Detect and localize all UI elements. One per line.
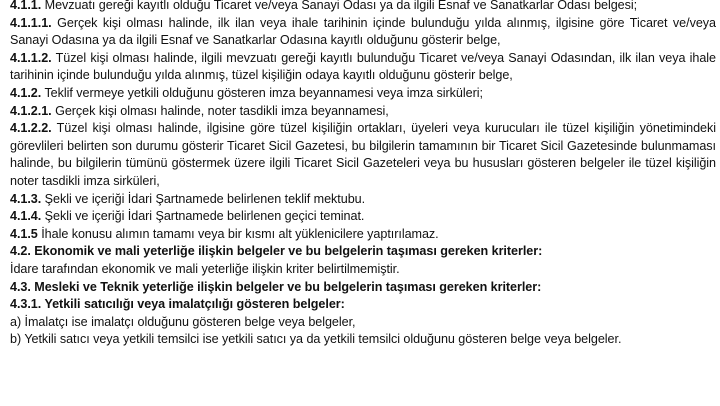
clause-number: 4.1.2. (10, 85, 42, 100)
clause-text: a) İmalatçı ise imalatçı olduğunu gösteren belge veya belgeler, (10, 314, 356, 329)
paragraph-4-1-2-1 (10, 103, 716, 121)
clause-number: 4.1.1.2. (10, 50, 52, 65)
clause-text: Gerçek kişi olması halinde, ilk ilan veya ihale tarihinin içinde bulunduğu yılda alınmış, ilgisine göre Ticaret ve/veya Sanayi Odasına ya da ilgili Esnaf ve Sanatkarlar Odasına kayıtlı olduğunu gösterir belge, (10, 15, 716, 48)
list-item-a (10, 314, 716, 332)
heading-text: Ekonomik ve mali yeterliğe ilişkin belgeler ve bu belgelerin taşıması gereken kriterler: (30, 244, 543, 259)
clause-text: Şekli ve içeriği İdari Şartnamede belirlenen geçici teminat. (41, 209, 365, 224)
clause-text: İhale konusu alımın tamamı veya bir kısmı alt yüklenicilere yaptırılamaz. (37, 226, 439, 241)
clause-text: Tüzel kişi olması halinde, ilgili mevzuatı gereği kayıtlı bulunduğu Ticaret ve/veya Sanayi Odasından, ilk ilan veya ihale tarihinin içinde bulunduğu yılda alınmış, tüzel kişiliğin odaya kayıtlı olduğunu gösterir belge, (10, 50, 716, 83)
clause-number: 4.1.5 (10, 226, 38, 241)
heading-4-2 (10, 243, 716, 261)
clause-text: Teklif vermeye yetkili olduğunu gösteren imza beyannamesi veya imza sirküleri; (41, 85, 483, 100)
heading-text: Yetkili satıcılığı veya imalatçılığı gösteren belgeler: (41, 297, 345, 312)
clause-number: 4.1.4. (10, 209, 42, 224)
heading-4-3-1 (10, 296, 716, 314)
clause-number: 4.1.3. (10, 191, 42, 206)
list-item-b (10, 331, 716, 349)
clause-text: İdare tarafından ekonomik ve mali yeterliğe ilişkin kriter belirtilmemiştir. (10, 261, 400, 276)
document-text (10, 0, 716, 349)
clause-number: 4.1.1. (10, 0, 42, 12)
paragraph-4-1-1 (10, 0, 716, 15)
paragraph-4-1-1-2 (10, 50, 716, 85)
clause-text: Şekli ve içeriği İdari Şartnamede belirlenen teklif mektubu. (41, 191, 366, 206)
clause-number: 4.1.2.2. (10, 121, 52, 136)
clause-number: 4.3. (10, 279, 31, 294)
clause-number: 4.1.2.1. (10, 103, 52, 118)
clause-number: 4.1.1.1. (10, 15, 52, 30)
clause-number: 4.2. (10, 244, 31, 259)
paragraph-4-1-2-2 (10, 120, 716, 190)
clause-text: b) Yetkili satıcı veya yetkili temsilci ise yetkili satıcı ya da yetkili temsilci olduğunu gösteren belge veya belgeler. (10, 332, 622, 347)
clause-text: Tüzel kişi olması halinde, ilgisine göre tüzel kişiliğin ortakları, üyeleri veya kurucuları ile tüzel kişiliğin yönetimindeki görevlileri belirten son durumu gösterir Ticaret Sicil Gazetesi, bu bilgilerin tamamının bir Ticaret Sicil Gazetesinde bulunmaması halinde, bu bilgilerin tümünü göstermek üzere ilgili Ticaret Sicil Gazeteleri veya bu hususları gösteren belgeler ile tüzel kişiliğin noter tasdikli imza sirküleri, (10, 121, 716, 188)
paragraph-4-1-3 (10, 191, 716, 209)
paragraph-4-1-2 (10, 85, 716, 103)
paragraph-4-1-5 (10, 226, 716, 244)
clause-number: 4.3.1. (10, 297, 42, 312)
paragraph-4-1-1-1 (10, 15, 716, 50)
clause-text: Gerçek kişi olması halinde, noter tasdikli imza beyannamesi, (51, 103, 389, 118)
clause-text: Mevzuatı gereği kayıtlı olduğu Ticaret ve/veya Sanayi Odası ya da ilgili Esnaf ve Sanatkarlar Odası belgesi; (41, 0, 638, 12)
paragraph-no-criteria (10, 261, 716, 279)
heading-text: Mesleki ve Teknik yeterliğe ilişkin belgeler ve bu belgelerin taşıması gereken kriterler: (30, 279, 542, 294)
heading-4-3 (10, 279, 716, 297)
paragraph-4-1-4 (10, 208, 716, 226)
